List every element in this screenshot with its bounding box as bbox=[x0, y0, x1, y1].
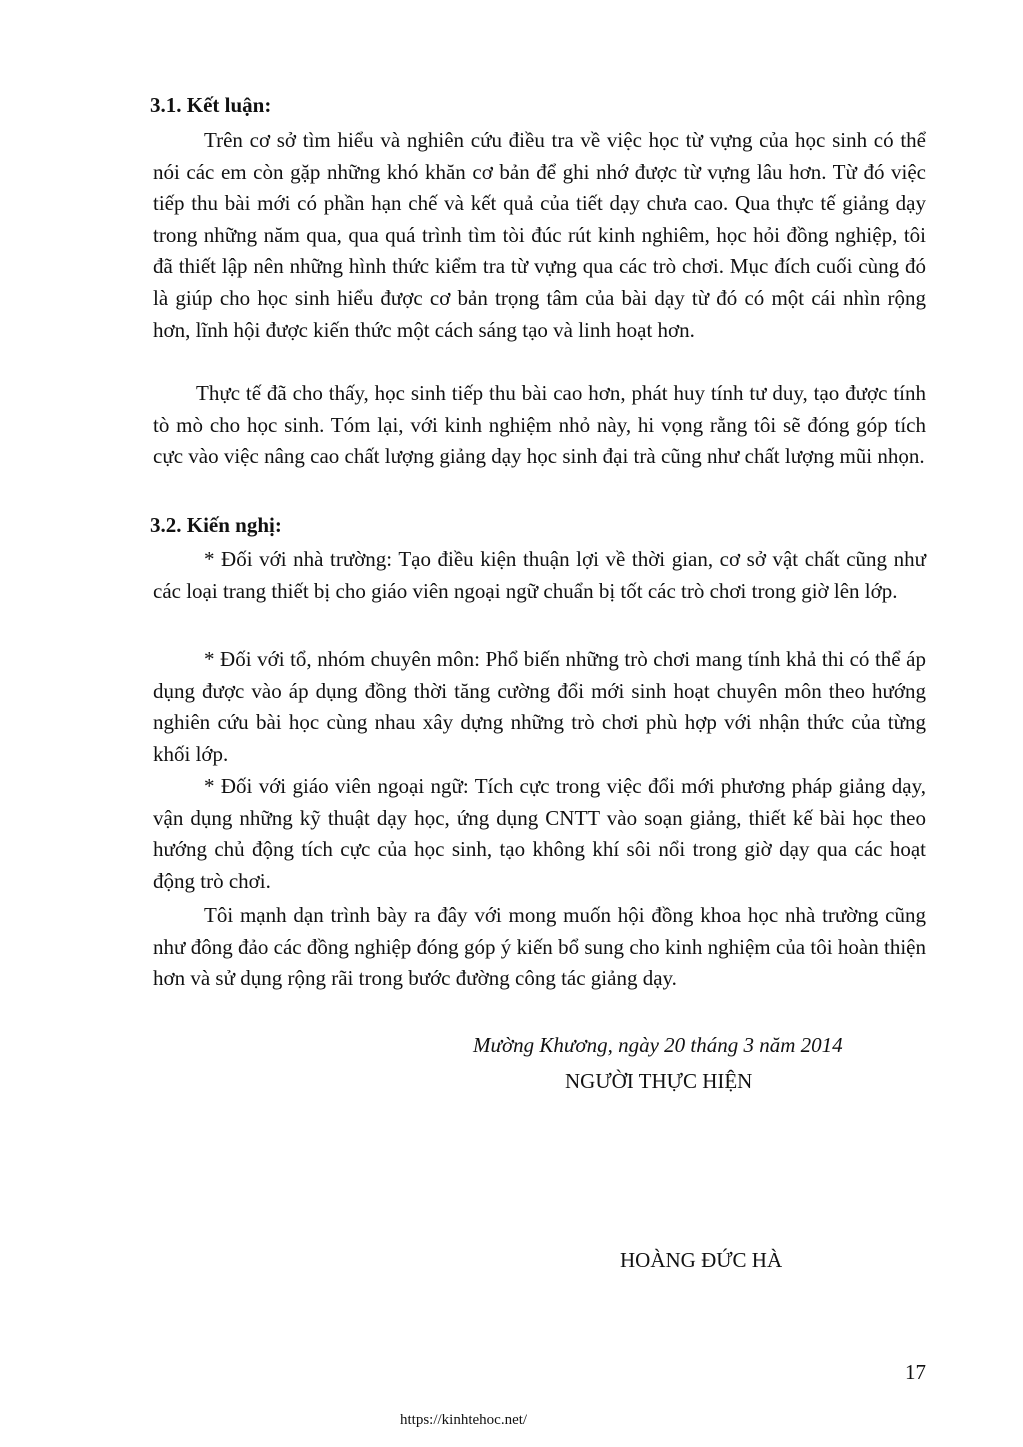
paragraph-recommendation-team: * Đối với tổ, nhóm chuyên môn: Phổ biến những trò chơi mang tính khả thi có thể áp dụng được vào áp dụng đồng thời tăng cường đổi mới sinh hoạt chuyên môn theo hướng nghiên cứu bài học cùng nhau xây dựng những trò chơi phù hợp với nhận thức của từng khối lớp. bbox=[153, 647, 926, 766]
page-number: 17 bbox=[905, 1360, 926, 1384]
section-heading-conclusion: 3.1. Kết luận: bbox=[150, 93, 272, 117]
section-heading-recommendations: 3.2. Kiến nghị: bbox=[150, 513, 282, 537]
signature-role: NGƯỜI THỰC HIỆN bbox=[565, 1069, 753, 1093]
paragraph-conclusion-1: Trên cơ sở tìm hiểu và nghiên cứu điều tra về việc học từ vựng của học sinh có thể nói các em còn gặp những khó khăn cơ bản để ghi nhớ được từ vựng lâu hơn. Từ đó việc tiếp thu bài mới có phần hạn chế và kết quả của tiết dạy chưa cao. Qua thực tế giảng dạy trong những năm qua, qua quá trình tìm tòi đúc rút kinh nghiêm, học hỏi đồng nghiệp, tôi đã thiết lập nên những hình thức kiểm tra từ vựng qua các trò chơi. Mục đích cuối cùng đó là giúp cho học sinh hiểu được cơ bản trọng tâm của bài dạy từ đó có một cái nhìn rộng hơn, lĩnh hội được kiến thức một cách sáng tạo và linh hoạt hơn. bbox=[153, 128, 926, 342]
paragraph-recommendation-school: * Đối với nhà trường: Tạo điều kiện thuận lợi về thời gian, cơ sở vật chất cũng như các loại trang thiết bị cho giáo viên ngoại ngữ chuẩn bị tốt các trò chơi trong giờ lên lớp. bbox=[153, 547, 926, 603]
footer-url: https://kinhtehoc.net/ bbox=[400, 1412, 528, 1428]
signature-name: HOÀNG ĐỨC HÀ bbox=[620, 1248, 783, 1272]
paragraph-closing: Tôi mạnh dạn trình bày ra đây với mong muốn hội đồng khoa học nhà trường cũng như đông đảo các đồng nghiệp đóng góp ý kiến bổ sung cho kinh nghiệm của tôi hoàn thiện hơn và sử dụng rộng rãi trong bước đường công tác giảng dạy. bbox=[153, 903, 926, 991]
paragraph-recommendation-teachers: * Đối với giáo viên ngoại ngữ: Tích cực trong việc đổi mới phương pháp giảng dạy, vận dụng những kỹ thuật dạy học, ứng dụng CNTT vào soạn giảng, thiết kế bài học theo hướng chủ động tích cực của học sinh, tạo không khí sôi nổi trong giờ dạy qua các hoạt động trò chơi. bbox=[153, 774, 926, 893]
paragraph-conclusion-2: Thực tế đã cho thấy, học sinh tiếp thu bài cao hơn, phát huy tính tư duy, tạo được tính tò mò cho học sinh. Tóm lại, với kinh nghiệm nhỏ này, hi vọng rằng tôi sẽ đóng góp tích cực vào việc nâng cao chất lượng giảng dạy học sinh đại trà cũng như chất lượng mũi nhọn. bbox=[153, 381, 926, 469]
signature-place-date: Mường Khương, ngày 20 tháng 3 năm 2014 bbox=[473, 1033, 843, 1057]
